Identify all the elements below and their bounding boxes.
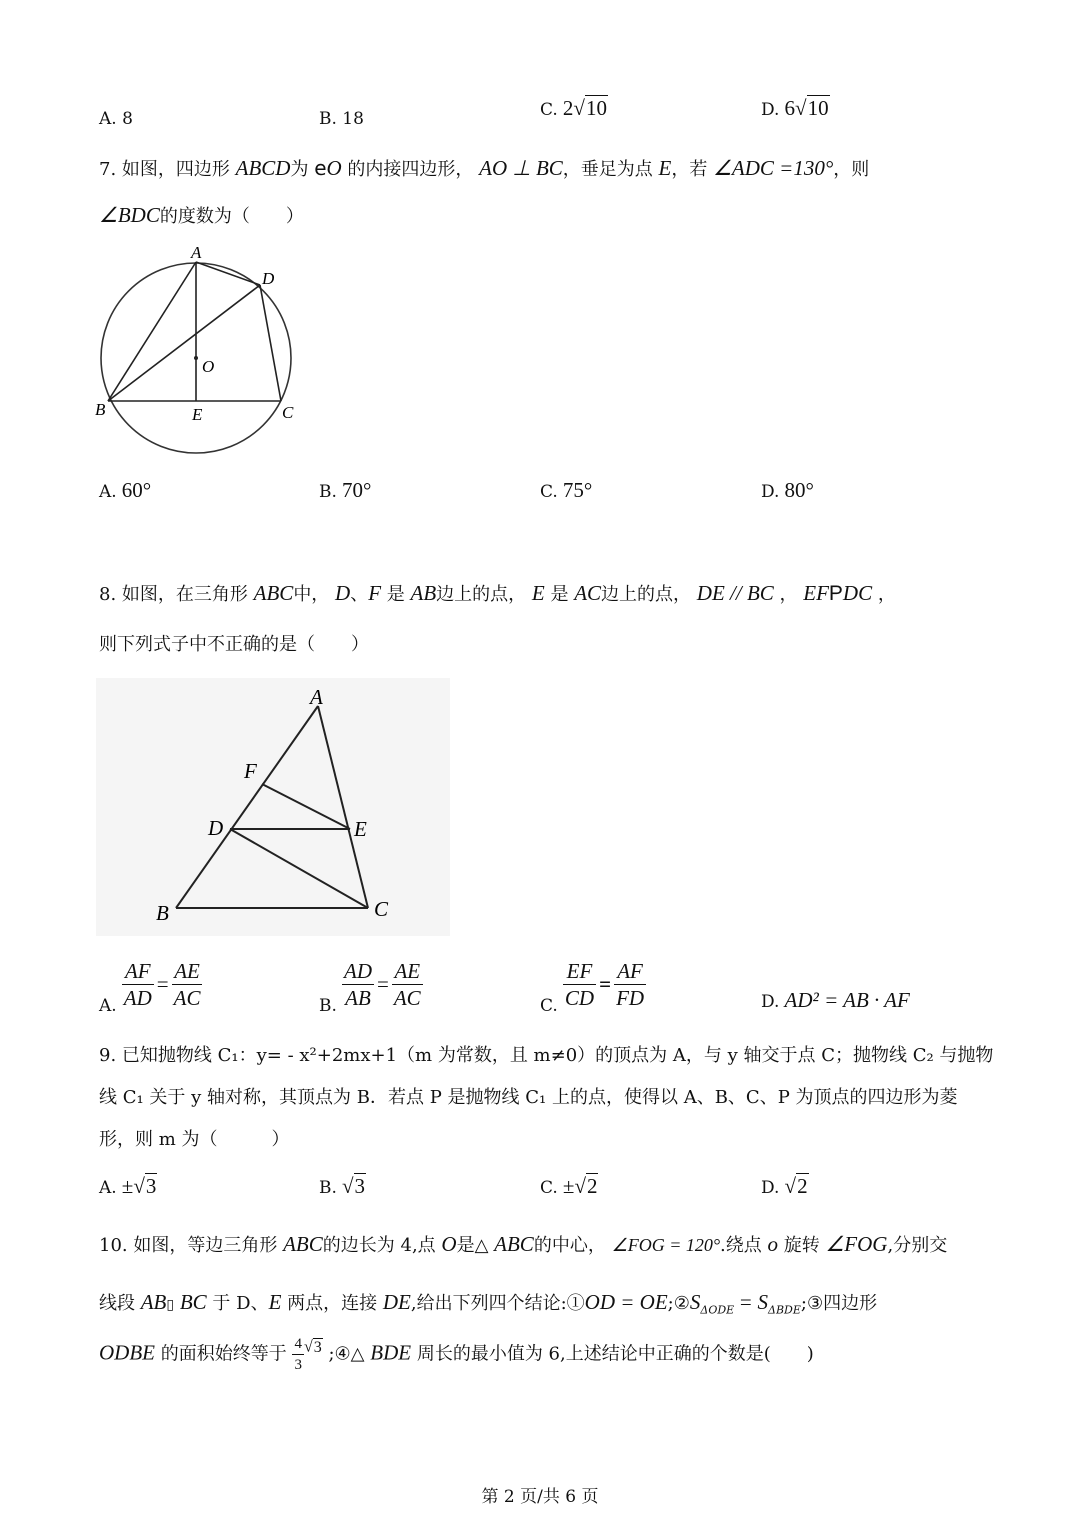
q9-option-a-label: A.: [99, 1178, 117, 1198]
q7-option-b-value: 70°: [342, 478, 372, 502]
q7-angle: ∠ADC =130°: [713, 156, 834, 180]
q6-option-d-coef: 6: [784, 96, 796, 120]
q7-option-c-label: C.: [540, 482, 558, 502]
q9-line3: 形，则 m 为（ ）: [99, 1129, 290, 1150]
q8-label-f: F: [244, 759, 257, 783]
q8-line2: 则下列式子中不正确的是（ ）: [99, 634, 369, 655]
q6-option-d-label: D.: [761, 100, 780, 120]
q7-number: 7. 如图，四边形: [99, 159, 230, 180]
q10-abc: ABC: [283, 1232, 323, 1256]
q10-area-frac: [292, 1334, 304, 1375]
q7-line2: [99, 202, 304, 228]
q10-eqs: =: [739, 1290, 752, 1314]
q8-option-a-frac1: [122, 958, 154, 1011]
q8-figure-bg: [96, 678, 450, 936]
q7-label-a: A: [191, 243, 202, 262]
q8-label-d: D: [208, 816, 224, 840]
q7-wei: 为: [290, 159, 309, 180]
q7-option-d-label: D.: [761, 482, 780, 502]
q10-l3-c: 周长的最小值为 6,上述结论中正确的个数是( ): [416, 1343, 814, 1365]
q7-label-e: E: [192, 405, 203, 424]
q10-box-glyph: ▯: [166, 1297, 175, 1313]
q9-option-b: B. √3: [319, 1174, 366, 1198]
q7-e: E: [658, 156, 672, 180]
q10-abc2: ABC: [494, 1232, 534, 1256]
q8-option-b-frac2: [392, 958, 423, 1011]
q8-option-c-frac2: [614, 958, 646, 1011]
q9-line2: 线 C₁ 关于 y 轴对称，其顶点为 B．若点 P 是抛物线 C₁ 上的点，使得以 A、B、C、P 为顶点的四边形为菱: [99, 1087, 958, 1108]
q10-s1-sub: ΔODE: [700, 1303, 735, 1317]
q7-option-a: [99, 478, 151, 503]
q8-option-c: C. $\frac{EF}{CD}$ = $\frac{AF}{FD}$: [540, 959, 645, 1016]
q8-option-a-label: A.: [99, 996, 117, 1016]
q9-option-c-rad: 2: [586, 1174, 598, 1198]
q8-option-a: A. $\frac{AF}{AD}$ = $\frac{AE}{AC}$: [99, 959, 201, 1016]
q8-option-b: B. $\frac{AD}{AB}$ = $\frac{AE}{AC}$: [319, 959, 421, 1016]
q7-option-a-label: A.: [99, 482, 117, 502]
q8-option-b-label: B.: [319, 996, 337, 1016]
q7-label-o: O: [202, 357, 215, 376]
q8-option-c-frac1: [563, 958, 596, 1011]
q10-de: DE: [382, 1290, 411, 1314]
q8-dc: DC: [842, 581, 873, 605]
q10-l2-b: 于 D、: [212, 1293, 269, 1314]
q8-option-a-d2: AC: [173, 986, 201, 1010]
q7-perp: AO ⊥ BC: [479, 156, 563, 180]
q8-option-c-n1: EF: [563, 958, 596, 985]
q7-option-c: [540, 478, 592, 503]
q9-option-a: A. ±√3: [99, 1174, 157, 1198]
q10-l2-a: 线段: [99, 1293, 135, 1314]
q7-inscribed: 的内接四边形，: [347, 159, 474, 180]
q10-side: 的边长为 4,点: [322, 1235, 436, 1256]
q8-dun: 、: [350, 584, 369, 605]
q8-zhong: 中，: [293, 584, 330, 605]
q9-option-a-pm: ±: [121, 1174, 134, 1198]
q8-shi2: 是: [550, 584, 569, 605]
q10-bde: BDE: [370, 1340, 412, 1365]
q8-option-b-n1: AD: [344, 959, 372, 983]
q6-option-d-rad: 10: [807, 96, 829, 120]
q9-option-b-label: B.: [319, 1178, 337, 1198]
q10-s1: S: [689, 1290, 701, 1314]
q7-label-c: C: [282, 403, 294, 422]
q8-option-b-d2: AC: [393, 986, 421, 1010]
q10-rotate: .绕点: [720, 1235, 762, 1256]
q10-line1: [99, 1231, 947, 1257]
q7-circle-symbol: e: [314, 156, 327, 180]
q7-option-c-value: 75°: [562, 478, 593, 502]
q7-label-b: B: [95, 400, 106, 419]
q9-line1: 9. 已知抛物线 C₁：y= - x²+2mx+1（m 为常数，且 m≠0）的顶点为 A，与 y 轴交于点 C；抛物线 C₂ 与抛物: [99, 1045, 994, 1066]
q8-option-c-d2: FD: [616, 986, 645, 1010]
q8-figure: [96, 678, 450, 936]
q6-option-c: C. 2√10: [540, 96, 607, 120]
q8-f: F: [368, 581, 382, 605]
q8-option-a-d1: AD: [123, 986, 152, 1010]
q8-option-d: [761, 988, 910, 1013]
q7-label-d: D: [262, 269, 275, 288]
q8-shi: 是: [386, 584, 405, 605]
q8-comma2: ，: [877, 584, 896, 605]
q7-o: O: [326, 156, 342, 180]
q10-l2-e: ;②: [667, 1293, 690, 1314]
q8-abc: ABC: [253, 581, 294, 605]
q7-then: ，则: [833, 159, 870, 180]
q8-number: 8. 如图，在三角形: [99, 584, 248, 605]
q8-parallel-glyph: P: [828, 582, 843, 605]
q10-cross: ,分别交: [887, 1235, 948, 1256]
q8-label-e: E: [354, 817, 367, 841]
q8-option-b-d1: AB: [345, 986, 371, 1010]
q9-option-d-rad: 2: [797, 1174, 808, 1198]
q8-label-c: C: [374, 897, 389, 921]
q7-line-dc: [260, 285, 281, 401]
q10-center: 是△: [456, 1235, 489, 1256]
q8-label-a: A: [310, 685, 323, 709]
q8-e: E: [531, 581, 545, 605]
q8-edge-points: 边上的点，: [436, 584, 527, 605]
q10-o2: o: [767, 1232, 779, 1256]
q10-l3-a: 的面积始终等于: [160, 1343, 287, 1365]
q8-option-c-d1: CD: [564, 986, 595, 1010]
q7-foot: ，垂足为点: [562, 159, 653, 180]
q8-ef: EF: [803, 581, 829, 605]
page-footer: 第 2 页/共 6 页: [481, 1487, 599, 1507]
q6-option-d: D. 6√10: [761, 96, 829, 120]
q8-option-c-label: C.: [540, 996, 558, 1016]
q8-option-b-n2: AE: [392, 958, 423, 985]
q6-option-c-label: C.: [540, 100, 558, 120]
q7-line-ab: [108, 262, 196, 401]
q9-option-d: D. √2: [761, 1174, 808, 1198]
q10-ab: AB: [140, 1290, 167, 1314]
q10-l2-f: ;③四边形: [800, 1293, 878, 1314]
q7-option-b-label: B.: [319, 482, 337, 502]
q10-line3: ODBE 的面积始终等于 $\frac{4}{3}$ √3 ;④△ BDE 周长的最小值为 6,上述结论中正确的个数是( ): [99, 1336, 814, 1373]
q8-comma: ，: [779, 584, 798, 605]
q8-ab: AB: [410, 581, 437, 605]
q8-option-d-value: AD² = AB · AF: [784, 988, 910, 1012]
q9-option-d-label: D.: [761, 1178, 780, 1198]
q7-option-b: [319, 478, 371, 503]
q10-fog: ∠FOG = 120°: [611, 1235, 721, 1255]
q10-l2-c: 两点，连接: [287, 1293, 378, 1314]
q8-de-parallel-bc: DE // BC: [696, 581, 774, 605]
q10-rotate2: 旋转: [783, 1235, 820, 1256]
q10-e: E: [268, 1290, 282, 1314]
q8-option-a-frac2: [172, 958, 203, 1011]
q6-option-c-rad: 10: [585, 96, 607, 120]
q7-line-ad: [196, 262, 260, 285]
q10-od-oe: OD = OE: [584, 1290, 668, 1314]
q7-option-a-value: 60°: [121, 478, 152, 502]
q8-option-a-n1: AF: [122, 958, 154, 985]
q10-line2: [99, 1289, 877, 1317]
q9-option-a-rad: 3: [145, 1174, 157, 1198]
q7-ask-angle: ∠BDC: [99, 203, 160, 227]
q10-fog2: ∠FOG: [825, 1232, 888, 1256]
q10-s2-sub: ΔBDE: [768, 1303, 801, 1317]
q8-label-b: B: [156, 901, 169, 925]
q9-option-c: C. ±√2: [540, 1174, 598, 1198]
q8-option-a-n2: AE: [172, 958, 203, 985]
q7-figure: [90, 238, 310, 468]
q9-option-c-pm: ±: [562, 1174, 575, 1198]
q6-option-a: A. 8: [99, 109, 133, 129]
q9-option-c-label: C.: [540, 1178, 558, 1198]
q7-option-d: [761, 478, 814, 503]
q7-if: ，若: [671, 159, 708, 180]
q8-option-b-frac1: [342, 958, 374, 1011]
q8-edge-point2: 边上的点，: [601, 584, 692, 605]
q10-number: 10. 如图，等边三角形: [99, 1235, 278, 1256]
q10-frac-n: 4: [292, 1334, 304, 1355]
q10-o: O: [441, 1232, 457, 1256]
q7-ask-text: 的度数为（ ）: [159, 206, 304, 227]
q8-d: D: [335, 581, 351, 605]
q7-line1: [99, 155, 869, 181]
q10-frac-d: 3: [294, 1357, 302, 1373]
q9-option-b-rad: 3: [354, 1174, 366, 1198]
q8-line1: [99, 580, 896, 606]
q10-l3-b: ;④△: [328, 1343, 365, 1365]
q8-option-d-label: D.: [761, 992, 780, 1012]
q8-ac: AC: [574, 581, 602, 605]
q10-bc: BC: [179, 1290, 207, 1314]
q10-odbe: ODBE: [99, 1340, 155, 1365]
q7-quad: ABCD: [235, 156, 291, 180]
q7-center-dot: [194, 356, 198, 360]
q6-option-c-coef: 2: [562, 96, 574, 120]
q7-line-db: [108, 285, 260, 401]
q10-center2: 的中心，: [533, 1235, 606, 1256]
q6-option-b: B. 18: [319, 109, 364, 129]
q10-l2-d: ,给出下列四个结论:①: [410, 1293, 585, 1314]
q10-frac-rad: 3: [313, 1338, 322, 1356]
q8-option-c-n2: AF: [614, 958, 646, 985]
q10-s2: S: [757, 1290, 768, 1314]
q7-option-d-value: 80°: [784, 478, 814, 502]
